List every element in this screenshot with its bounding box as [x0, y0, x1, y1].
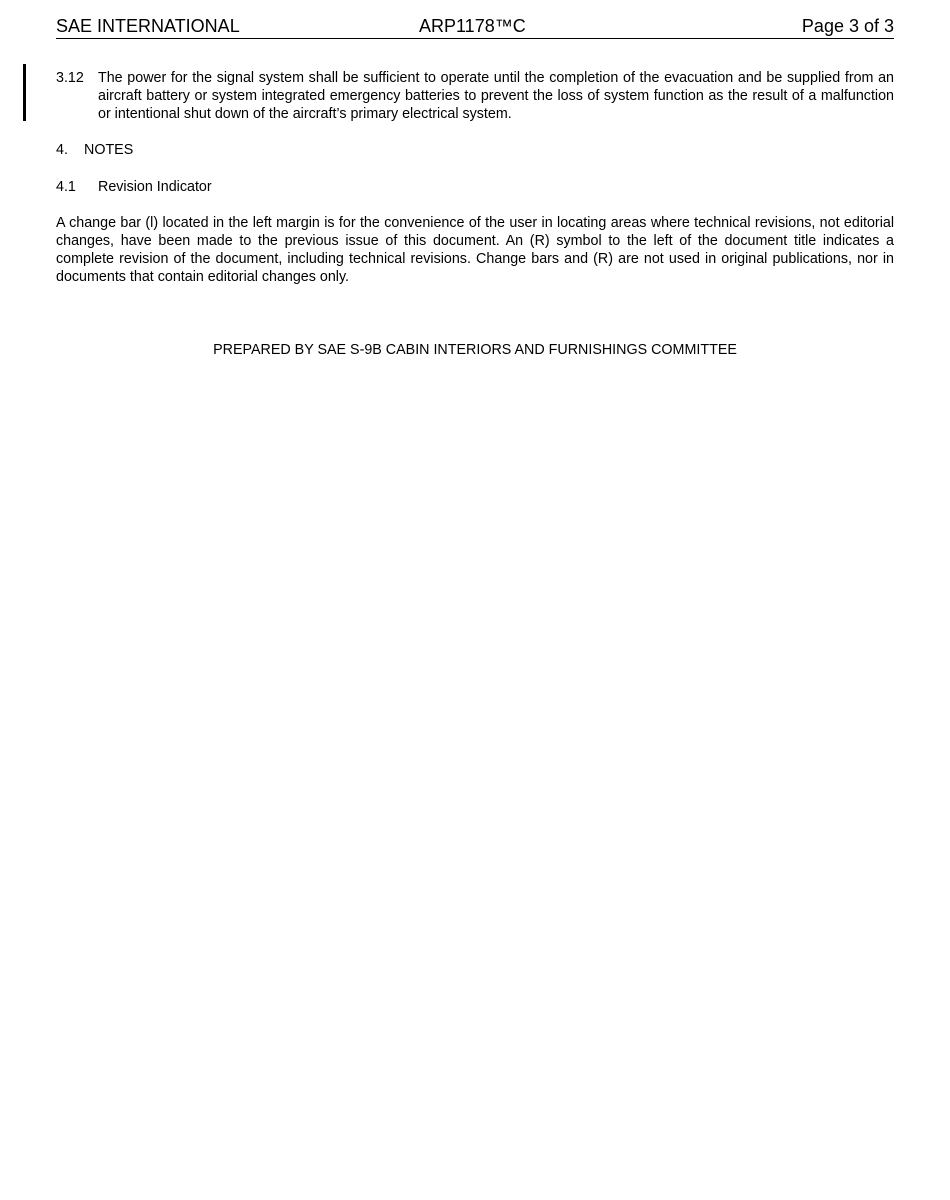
header-organization: SAE INTERNATIONAL [56, 16, 240, 36]
section-4-1-heading [56, 178, 212, 196]
section-4-1-title: Revision Indicator [98, 179, 212, 195]
section-3-12-text: The power for the signal system shall be sufficient to operate until the completion of the evacuation and be supplied from an aircraft battery or system integrated emergency batteries to prevent the loss of system function as the result of a malfunction or intentional shut down of the aircraft’s primary electrical system. [98, 70, 894, 122]
page-header [56, 14, 894, 39]
section-4-title: NOTES [84, 142, 134, 158]
section-3-12 [56, 69, 894, 123]
revision-change-bar [23, 64, 26, 121]
header-document-id: ARP1178™C [419, 16, 526, 36]
section-4-number: 4. [56, 142, 68, 158]
prepared-by-footer: PREPARED BY SAE S-9B CABIN INTERIORS AND FURNISHINGS COMMITTEE [213, 342, 737, 358]
section-4-1-number: 4.1 [56, 179, 76, 195]
section-4-1-text: A change bar (l) located in the left margin is for the convenience of the user in locating areas where technical revisions, not editorial changes, have been made to the previous issue of this document. An (R) symbol to the left of the document title indicates a complete revision of the document, including technical revisions. Change bars and (R) are not used in original publications, nor in documents that contain editorial changes only. [56, 215, 894, 285]
header-page-number: Page 3 of 3 [801, 16, 894, 36]
section-3-12-number: 3.12 [56, 70, 84, 86]
section-4-heading [56, 141, 133, 159]
